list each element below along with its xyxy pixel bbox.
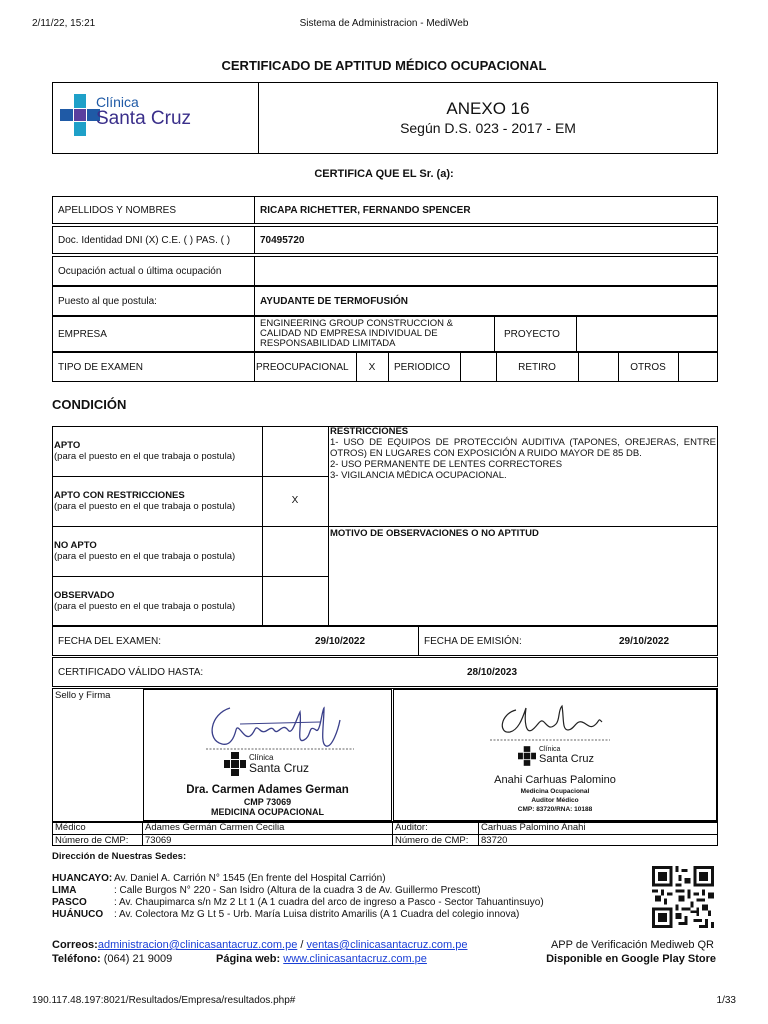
auditor-role: Auditor Médico bbox=[531, 797, 579, 804]
sede-address: : Av. Chaupimarca s/n Mz 2 Lt 1 (A 1 cuadra del arco de ingreso a Pasco - Sector Tahuantinsuyo) bbox=[114, 897, 544, 908]
sede-city: LIMA bbox=[52, 885, 77, 896]
auditor-dept: Medicina Ocupacional bbox=[520, 788, 590, 795]
exam-periodico: PERIODICO bbox=[394, 361, 451, 373]
sedes-title: Dirección de Nuestras Sedes: bbox=[52, 851, 187, 862]
contact-phone bbox=[52, 953, 172, 965]
auditor-stamp-cross-icon bbox=[518, 746, 536, 766]
cond-observado-label: OBSERVADO bbox=[54, 590, 115, 601]
print-url: 190.117.48.197:8021/Resultados/Empresa/resultados.php# bbox=[32, 995, 296, 1006]
cond-observado bbox=[54, 590, 235, 612]
sede-row bbox=[52, 909, 544, 921]
sede-city: HUANCAYO: bbox=[52, 873, 113, 884]
sede-row bbox=[52, 897, 544, 909]
project-value bbox=[578, 316, 716, 352]
issue-date-value: 29/10/2022 bbox=[618, 635, 670, 647]
position-value: AYUDANTE DE TERMOFUSIÓN bbox=[260, 295, 408, 307]
doctor-signature bbox=[200, 700, 360, 752]
exam-date-label: FECHA DEL EXAMEN: bbox=[58, 635, 161, 647]
website-link[interactable]: www.clinicasantacruz.com.pe bbox=[283, 953, 427, 965]
id-label: Doc. Identidad DNI (X) C.E. ( ) PAS. ( ) bbox=[58, 234, 231, 246]
annex-decree: Según D.S. 023 - 2017 - EM bbox=[400, 120, 576, 136]
restrictions-title: RESTRICCIONES bbox=[330, 426, 409, 437]
auditor-cmp-value: 83720 bbox=[481, 835, 508, 846]
doctor-name: Dra. Carmen Adames German bbox=[186, 784, 349, 796]
sede-city: PASCO bbox=[52, 897, 87, 908]
email-separator: / bbox=[300, 939, 304, 951]
auditor-stamp-logo-clinica: Clínica bbox=[539, 746, 561, 753]
auditor-signature bbox=[486, 700, 616, 744]
phone-label: Teléfono: bbox=[52, 953, 101, 965]
sede-row bbox=[52, 873, 544, 885]
cond-apto-restr bbox=[54, 490, 235, 512]
cond-apto-restr-label: APTO CON RESTRICCIONES bbox=[54, 490, 185, 501]
sede-address: Av. Daniel A. Carrión N° 1545 (En frente del Hospital Carrión) bbox=[114, 873, 386, 884]
doctor-stamp-logo bbox=[224, 752, 324, 778]
cond-no-apto bbox=[54, 540, 235, 562]
medico-cmp-label: Número de CMP: bbox=[55, 835, 129, 846]
exam-date-value: 29/10/2022 bbox=[314, 635, 366, 647]
web-label: Página web: bbox=[216, 953, 281, 965]
restriction-1: 1- USO DE EQUIPOS DE PROTECCIÓN AUDITIVA (TAPONES, OREJERAS, ENTRE OTROS) EN LUGARES CON EXPOSICIÓN A RUIDO MAYOR DE 85 DB. bbox=[330, 437, 716, 459]
annex-title: ANEXO 16 bbox=[446, 99, 530, 118]
email-label: Correos: bbox=[52, 939, 98, 951]
exam-retiro: RETIRO bbox=[518, 361, 556, 373]
company-label: EMPRESA bbox=[58, 328, 107, 340]
clinic-logo bbox=[60, 92, 250, 142]
auditor-stamp-logo-santa-cruz: Santa Cruz bbox=[539, 753, 595, 765]
medico-cmp-value: 73069 bbox=[145, 835, 172, 846]
occupation-value bbox=[256, 256, 716, 286]
doctor-stamp-cross-icon bbox=[224, 752, 246, 776]
clinic-cross-icon bbox=[60, 94, 100, 140]
cond-apto-sub: (para el puesto en el que trabaja o postula) bbox=[54, 451, 236, 462]
doctor-cmp: CMP 73069 bbox=[243, 797, 292, 807]
sede-city: HUÁNUCO bbox=[52, 909, 104, 920]
medico-value: Adames Germán Carmen Cecilia bbox=[145, 822, 285, 833]
issue-date-label: FECHA DE EMISIÓN: bbox=[424, 635, 522, 647]
condition-title: CONDICIÓN bbox=[52, 397, 127, 412]
motivo-title: MOTIVO DE OBSERVACIONES O NO APTITUD bbox=[330, 528, 539, 539]
exam-type-label: TIPO DE EXAMEN bbox=[58, 361, 144, 373]
certifies-heading: CERTIFICA QUE EL Sr. (a): bbox=[314, 168, 454, 180]
print-datetime: 2/11/22, 15:21 bbox=[32, 18, 96, 29]
cond-apto-restr-sub: (para el puesto en el que trabaja o postula) bbox=[54, 501, 236, 512]
cond-apto-label: APTO bbox=[54, 440, 81, 451]
contact-emails bbox=[52, 939, 467, 951]
auditor-cmp-label: Número de CMP: bbox=[395, 835, 469, 846]
medico-label: Médico bbox=[55, 822, 86, 833]
logo-text-santa-cruz: Santa Cruz bbox=[96, 108, 192, 129]
cond-observado-sub: (para el puesto en el que trabaja o postula) bbox=[54, 601, 236, 612]
company-value: ENGINEERING GROUP CONSTRUCCION & CALIDAD ND EMPRESA INDIVIDUAL DE RESPONSABILIDAD LIMITADA bbox=[260, 318, 454, 349]
cond-no-apto-label: NO APTO bbox=[54, 540, 97, 551]
occupation-label: Ocupación actual o última ocupación bbox=[58, 265, 222, 277]
contact-web bbox=[216, 953, 427, 965]
exam-otros: OTROS bbox=[630, 361, 666, 373]
auditor-label: Auditor: bbox=[395, 822, 428, 833]
restriction-3: 3- VIGILANCIA MÉDICA OCUPACIONAL. bbox=[330, 470, 507, 481]
exam-preocupacional: PREOCUPACIONAL bbox=[256, 361, 349, 373]
cond-apto-restr-mark: X bbox=[291, 495, 299, 506]
email-admin-link[interactable]: administracion@clinicasantacruz.com.pe bbox=[97, 939, 298, 951]
sede-address: : Av. Colectora Mz G Lt 5 - Urb. María Luisa distrito Amarilis (A 1 Cuadra del colegio innova) bbox=[114, 909, 520, 920]
doctor-stamp-logo-clinica: Clínica bbox=[249, 753, 274, 762]
restriction-2: 2- USO PERMANENTE DE LENTES CORRECTORES bbox=[330, 459, 563, 470]
auditor-value: Carhuas Palomino Anahi bbox=[481, 822, 586, 833]
email-sales-link[interactable]: ventas@clinicasantacruz.com.pe bbox=[306, 939, 468, 951]
auditor-name: Anahi Carhuas Palomino bbox=[494, 774, 616, 786]
auditor-stamp-logo bbox=[518, 746, 618, 768]
name-label: APELLIDOS Y NOMBRES bbox=[58, 204, 177, 216]
sede-row bbox=[52, 885, 544, 897]
restrictions-block bbox=[330, 426, 716, 481]
position-label: Puesto al que postula: bbox=[58, 295, 157, 307]
valid-until-label: CERTIFICADO VÁLIDO HASTA: bbox=[58, 666, 204, 678]
valid-until-value: 28/10/2023 bbox=[466, 666, 518, 678]
phone-value: (064) 21 9009 bbox=[103, 953, 173, 965]
exam-preocupacional-mark: X bbox=[368, 361, 376, 373]
app-info-line1: APP de Verificación Mediweb QR bbox=[550, 939, 714, 951]
logo-text-clinica: Clínica bbox=[96, 94, 139, 110]
name-value: RICAPA RICHETTER, FERNANDO SPENCER bbox=[260, 204, 471, 216]
app-info-line2: Disponible en Google Play Store bbox=[546, 953, 716, 965]
print-page-title: Sistema de Administracion - MediWeb bbox=[299, 18, 469, 29]
sedes-list bbox=[52, 873, 544, 921]
project-label: PROYECTO bbox=[504, 328, 560, 340]
verification-qr-code[interactable] bbox=[652, 866, 714, 928]
id-value: 70495720 bbox=[260, 234, 305, 246]
cond-no-apto-sub: (para el puesto en el que trabaja o postula) bbox=[54, 551, 236, 562]
sede-address: : Calle Burgos N° 220 - San Isidro (Altura de la cuadra 3 de Av. Guillermo Prescott) bbox=[114, 885, 481, 896]
cond-apto bbox=[54, 440, 235, 462]
auditor-cmp: CMP: 83720/RNA: 10188 bbox=[517, 806, 593, 813]
doctor-dept: MEDICINA OCUPACIONAL bbox=[211, 807, 324, 817]
document-title: CERTIFICADO DE APTITUD MÉDICO OCUPACIONAL bbox=[221, 58, 547, 73]
doctor-stamp-logo-santa-cruz: Santa Cruz bbox=[249, 761, 310, 775]
print-page-number: 1/33 bbox=[716, 995, 736, 1006]
stamp-label: Sello y Firma bbox=[55, 690, 111, 701]
